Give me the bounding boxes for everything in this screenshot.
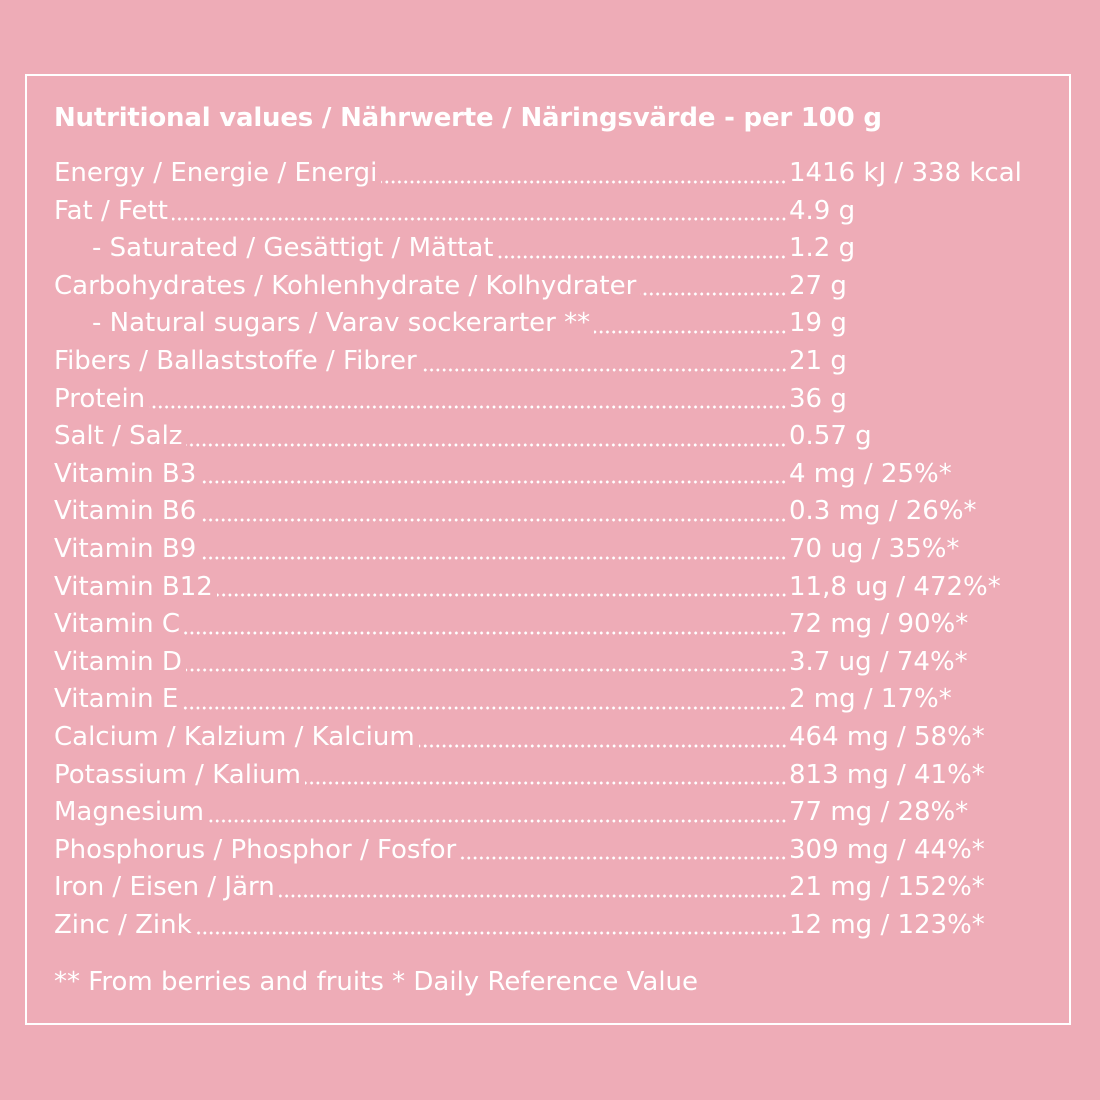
dot-leader [184, 631, 787, 635]
nutrition-label-cell [54, 794, 787, 832]
nutrition-row [54, 193, 1064, 231]
dot-leader [305, 781, 787, 785]
nutrition-label-cell [54, 757, 787, 795]
dot-leader [460, 856, 787, 860]
nutrition-label-cell [54, 268, 787, 306]
nutrient-value: 36 g [789, 383, 847, 414]
nutrient-value: 309 mg / 44%* [789, 834, 985, 865]
dot-leader [186, 668, 787, 672]
nutrient-label: Potassium / Kalium [54, 759, 301, 790]
nutrient-label: Zinc / Zink [54, 909, 192, 940]
nutrition-row [54, 907, 1064, 945]
nutrient-value: 77 mg / 28%* [789, 797, 969, 828]
nutrient-label: Carbohydrates / Kohlenhydrate / Kolhydrater [54, 270, 637, 301]
nutrition-label-cell [54, 493, 787, 531]
nutrient-value: 1416 kJ / 338 kcal [789, 158, 1022, 188]
nutrition-label-cell [54, 907, 787, 945]
nutrition-label-cell [54, 155, 787, 193]
nutrition-row [54, 719, 1064, 757]
nutrient-label: - Saturated / Gesättigt / Mättat [92, 233, 494, 264]
dot-leader [182, 706, 787, 710]
nutrition-label-cell [54, 531, 787, 569]
nutrition-row [54, 794, 1064, 832]
nutrient-value: 12 mg / 123%* [789, 909, 985, 940]
nutrient-label: Vitamin D [54, 646, 182, 677]
nutrition-label-cell [54, 193, 787, 231]
nutrition-label-cell [54, 644, 787, 682]
nutrient-label: Fibers / Ballaststoffe / Fibrer [54, 345, 417, 376]
nutrition-label-cell [54, 418, 787, 456]
nutrient-value: 0.57 g [789, 421, 872, 452]
nutrient-label: Calcium / Kalzium / Kalcium [54, 721, 415, 752]
nutrition-row [54, 381, 1064, 419]
dot-leader [149, 405, 787, 409]
nutrition-table [54, 155, 1064, 944]
nutrition-row [54, 418, 1064, 456]
nutrient-value: 464 mg / 58%* [789, 721, 985, 752]
nutrient-value: 21 mg / 152%* [789, 872, 985, 903]
nutrient-label: Vitamin C [54, 609, 181, 640]
dot-leader [196, 931, 787, 935]
nutrient-label: Fat / Fett [54, 195, 168, 226]
nutrient-label: Iron / Eisen / Järn [54, 872, 275, 903]
nutrition-label-cell [54, 869, 787, 907]
nutrient-label: Energy / Energie / Energi [54, 158, 378, 188]
nutrition-label-cell [54, 681, 787, 719]
nutrition-row [54, 230, 1064, 268]
nutrition-row [54, 869, 1064, 907]
dot-leader [172, 217, 787, 221]
dot-leader [200, 518, 787, 522]
nutrient-label: Protein [54, 383, 146, 414]
nutrition-row [54, 305, 1064, 343]
dot-leader [200, 480, 787, 484]
nutrition-title: Nutritional values / Nährwerte / Näringsvärde - per 100 g [54, 103, 882, 133]
dot-leader [594, 330, 787, 334]
dot-leader [208, 819, 787, 823]
nutrient-value: 72 mg / 90%* [789, 609, 969, 640]
nutrient-value: 1.2 g [789, 233, 856, 264]
nutrient-value: 27 g [789, 270, 847, 301]
nutrition-label-cell [54, 343, 787, 381]
nutrient-value: 4.9 g [789, 195, 856, 226]
nutrient-label: Vitamin B3 [54, 458, 197, 489]
dot-leader [279, 894, 787, 898]
nutrition-row [54, 493, 1064, 531]
nutrient-label: Salt / Salz [54, 421, 183, 452]
nutrition-row [54, 268, 1064, 306]
dot-leader [186, 443, 787, 447]
nutrient-label: Phosphorus / Phosphor / Fosfor [54, 834, 457, 865]
nutrient-value: 0.3 mg / 26%* [789, 496, 977, 527]
nutrient-label: - Natural sugars / Varav sockerarter ** [92, 308, 591, 339]
nutrition-row [54, 456, 1064, 494]
dot-leader [640, 292, 787, 296]
nutrition-label-cell [54, 719, 787, 757]
nutrient-value: 813 mg / 41%* [789, 759, 985, 790]
nutrient-value: 4 mg / 25%* [789, 458, 952, 489]
nutrient-value: 70 ug / 35%* [789, 533, 960, 564]
nutrient-value: 19 g [789, 308, 847, 339]
footnote: ** From berries and fruits * Daily Reference Value [54, 967, 699, 997]
nutrition-row [54, 757, 1064, 795]
nutrition-label-cell [54, 456, 787, 494]
dot-leader [217, 593, 787, 597]
nutrition-row [54, 531, 1064, 569]
nutrition-row [54, 569, 1064, 607]
nutrient-label: Vitamin B12 [54, 571, 213, 602]
nutrition-row [54, 343, 1064, 381]
nutrient-label: Vitamin B6 [54, 496, 197, 527]
nutrition-row [54, 644, 1064, 682]
nutrition-label-cell [54, 381, 787, 419]
nutrient-value: 11,8 ug / 472%* [789, 571, 1001, 602]
dot-leader [497, 255, 787, 259]
nutrition-row [54, 606, 1064, 644]
nutrition-row [54, 155, 1064, 193]
nutrient-label: Vitamin B9 [54, 533, 197, 564]
nutrient-label: Magnesium [54, 797, 204, 828]
dot-leader [381, 180, 787, 184]
nutrient-value: 2 mg / 17%* [789, 684, 952, 715]
nutrition-label-cell [54, 569, 787, 607]
nutrition-label-cell [54, 832, 787, 870]
nutrient-label: Vitamin E [54, 684, 179, 715]
nutrition-row [54, 832, 1064, 870]
nutrition-label-cell [54, 230, 787, 268]
nutrition-row [54, 681, 1064, 719]
nutrition-label-cell [54, 305, 787, 343]
dot-leader [421, 368, 787, 372]
nutrient-value: 21 g [789, 345, 847, 376]
dot-leader [200, 556, 787, 560]
nutrition-label-cell [54, 606, 787, 644]
dot-leader [419, 744, 787, 748]
nutrient-value: 3.7 ug / 74%* [789, 646, 968, 677]
